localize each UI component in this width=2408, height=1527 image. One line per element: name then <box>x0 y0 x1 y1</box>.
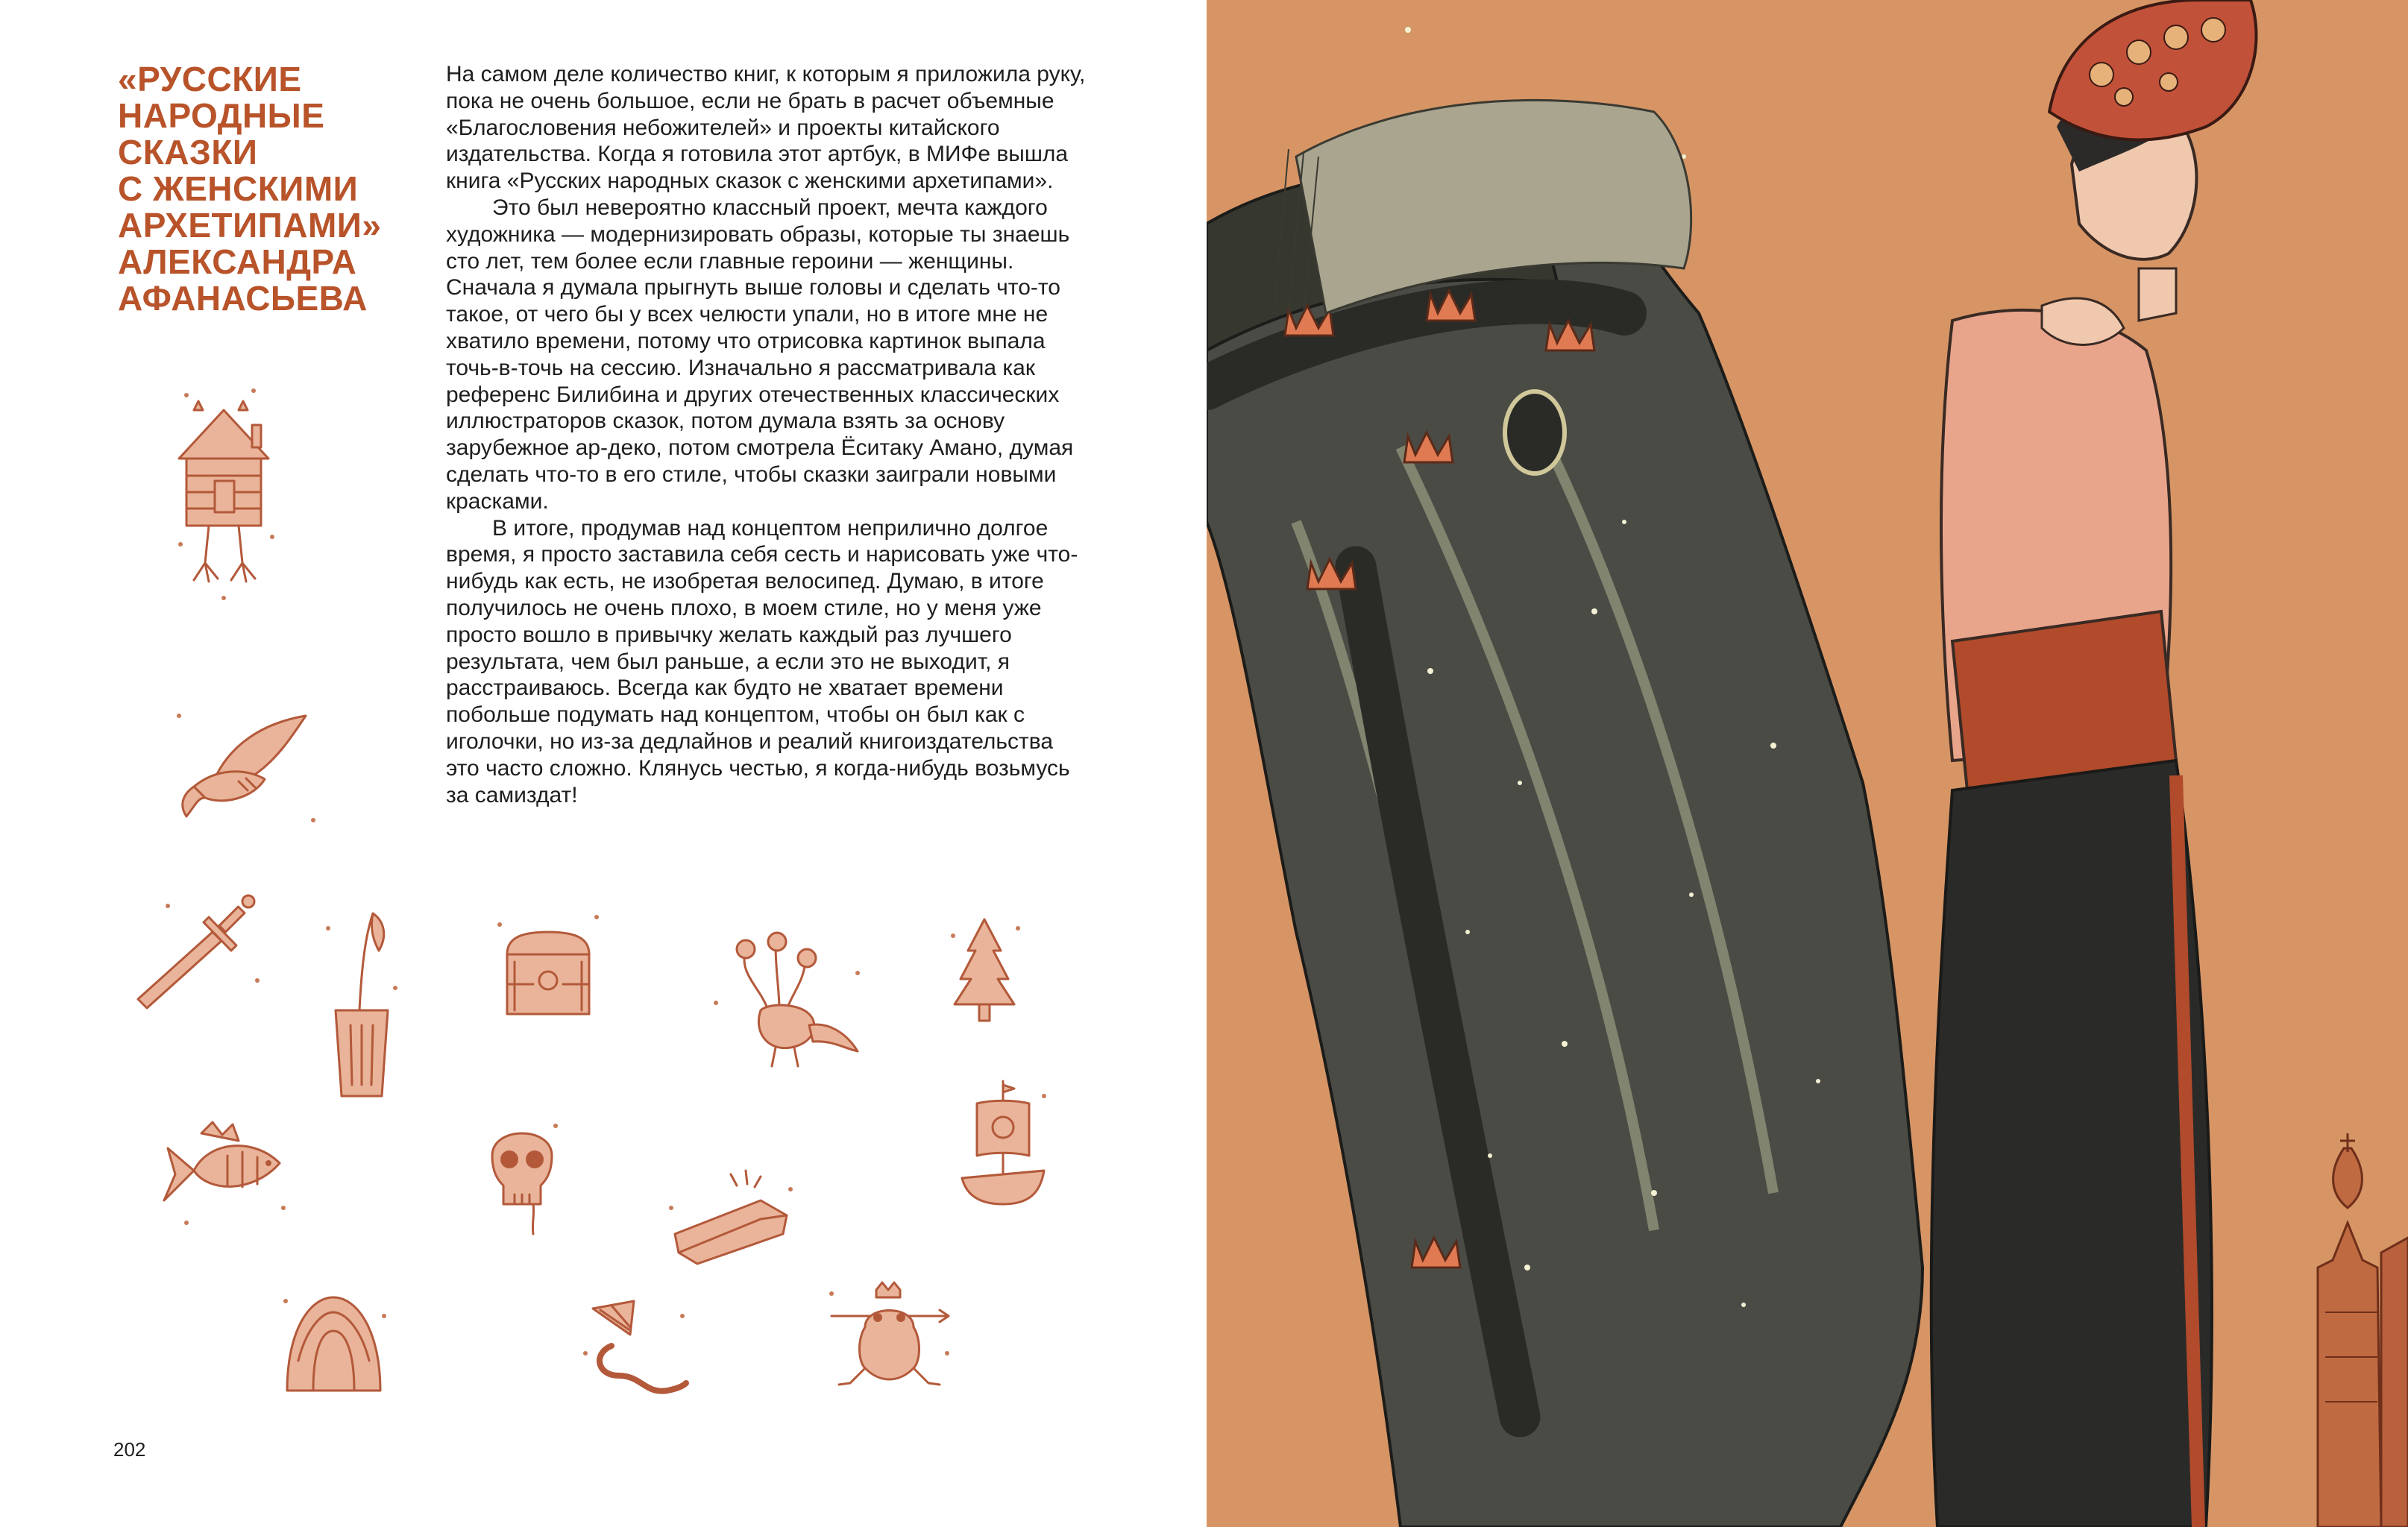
paragraph: Это был невероятно классный проект, мечта каждого художника — модернизировать образы, которые ты знаешь сто лет, тем более если главные героини — женщины. Сначала я думала прыгнуть выше головы и сделать что-то такое, от чего бы у всех челюсти упали, но в итоге мне не хватило времени, потому что отрисовка картинок выпала точь-в-точь на сессию. Изначально я рассматривала как референс Билибина и других отечественных классических иллюстраторов сказок, потом думала взять за основу зарубежное ар-деко, потом смотрела Ёситаку Амано, думая сделать что-то в его стиле, чтобы сказки заиграли новыми красками. <box>446 195 1074 514</box>
hut-on-chicken-legs-icon <box>164 388 283 604</box>
title-line: «РУССКИЕ <box>118 60 302 98</box>
fir-tree-icon <box>947 913 1022 1025</box>
page-number: 202 <box>113 1438 146 1461</box>
frog-with-arrow-icon <box>824 1279 955 1402</box>
paragraph: На самом деле количество книг, к которым я приложила руку, пока не очень большое, если не брать в расчет объемные «Благословения небожителей» и проекты китайского издательства. Когда я готовила этот артбук, в МИФе вышла книга «Русских народных сказок с женскими архетипами». <box>446 62 1086 194</box>
paragraph: В итоге, продумав над концептом неприлично долгое время, я просто заставила себя сесть и нарисовать уже что-нибудь как есть, не изобретая велосипед. Думаю, в итоге получилось не очень плохо, в моем стиле, но у меня уже просто вошло в привычку желать каждый раз лучшего результата, чем был раньше, а если это не выходит, я расстраиваюсь. Всегда как будто не хватает времени побольше подумать над концептом, чтобы он был как с иголочки, но из-за дедлайнов и реалий книгоиздательства это часто сложно. Клянусь честью, я когда-нибудь возьмусь за самиздат! <box>446 515 1078 807</box>
title-line: СКАЗКИ <box>118 133 258 171</box>
chapter-title <box>118 61 416 317</box>
snake-with-fan-icon <box>578 1294 690 1405</box>
glass-with-feather-icon <box>321 906 403 1103</box>
woman-in-kokoshnik-illustration <box>1207 0 2408 1527</box>
sword-icon <box>123 891 265 1010</box>
illustration-page <box>1207 0 2408 1527</box>
golden-fish-icon <box>157 1118 291 1234</box>
title-line: АРХЕТИПАМИ» <box>118 206 382 245</box>
three-headed-dragon-icon <box>708 928 865 1077</box>
skull-icon <box>481 1111 563 1238</box>
title-line: НАРОДНЫЕ <box>118 96 325 135</box>
chest-icon <box>492 910 604 1029</box>
flying-swan-icon <box>164 693 321 835</box>
tent-icon <box>280 1286 388 1398</box>
title-line: С ЖЕНСКИМИ <box>118 169 359 208</box>
body-text <box>446 61 1087 808</box>
coffin-icon <box>664 1163 798 1268</box>
title-line: АЛЕКСАНДРА <box>118 242 357 281</box>
title-line: АФАНАСЬЕВА <box>118 279 368 318</box>
sailing-ship-icon <box>955 1074 1051 1215</box>
